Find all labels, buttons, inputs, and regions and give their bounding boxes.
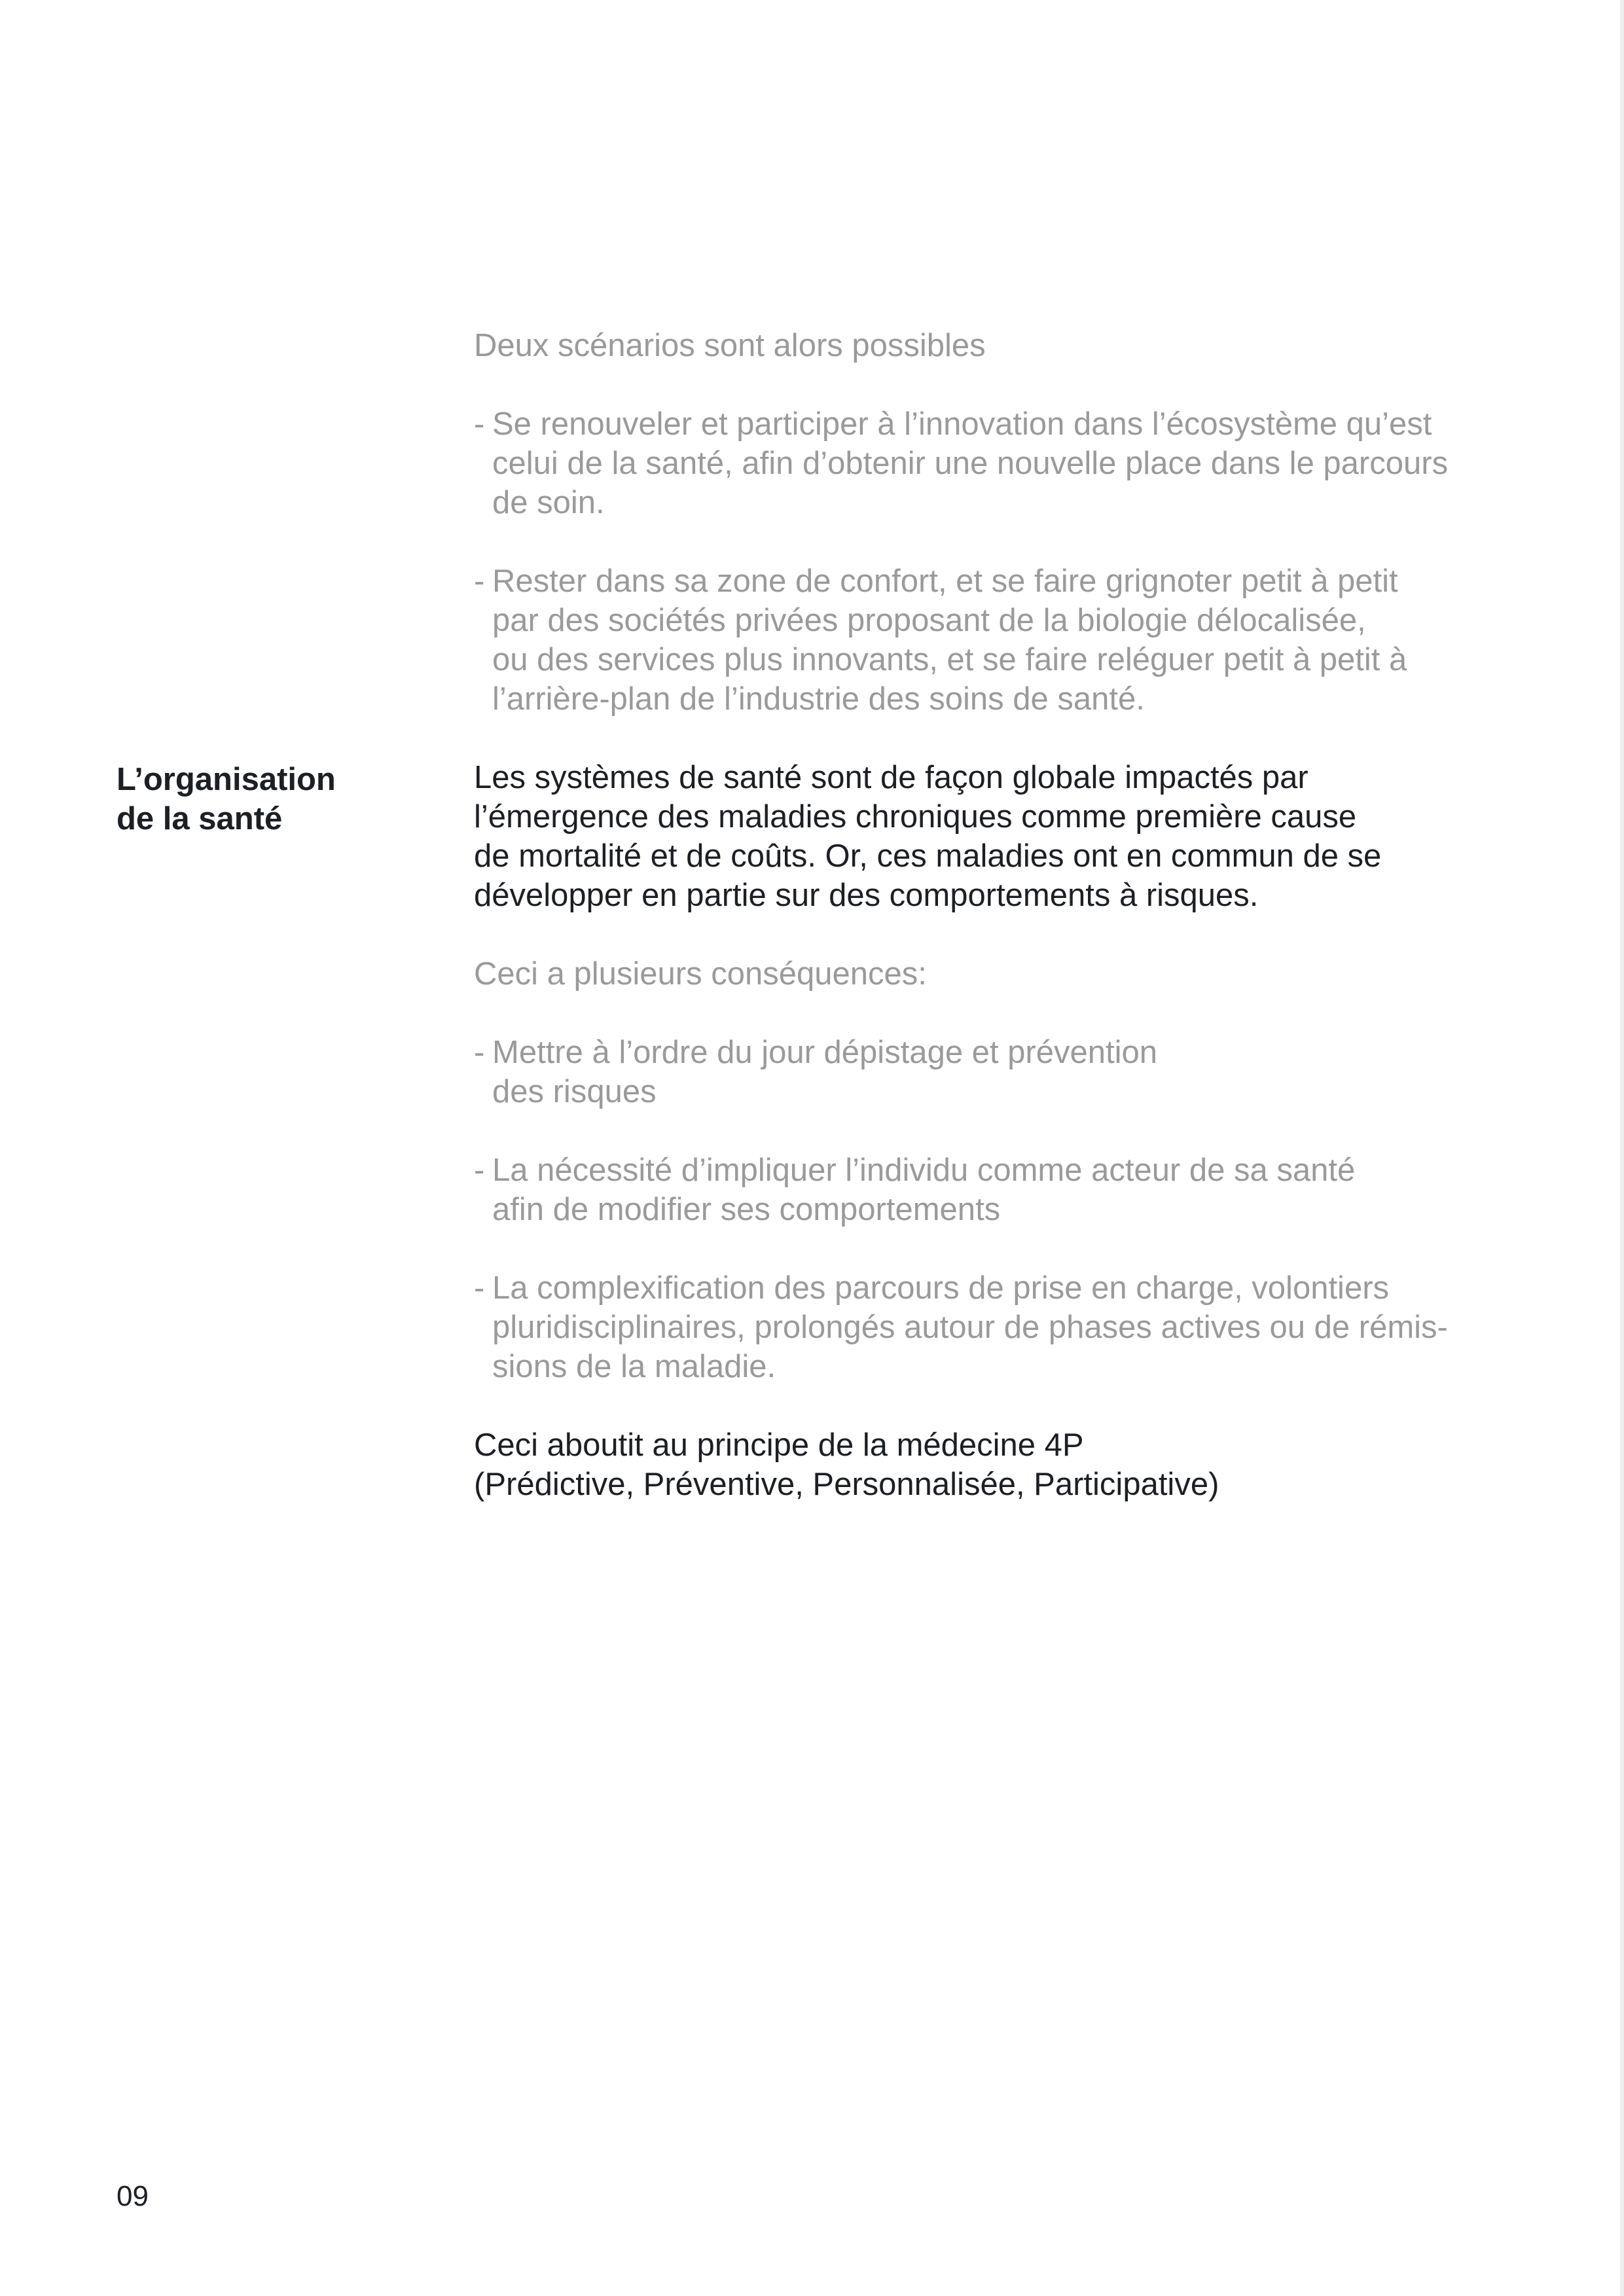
section-heading: L’organisation de la santé: [117, 762, 336, 836]
consequence-text: Mettre à l’ordre du jour dépistage et prévention des risques: [492, 1035, 1157, 1109]
list-marker: -: [474, 1270, 485, 1306]
intro-text: Deux scénarios sont alors possibles: [474, 328, 986, 363]
main-text-column: [474, 326, 1521, 1543]
list-marker: -: [474, 564, 485, 599]
scenario-text: Se renouveler et participer à l’innovation dans l’écosystème qu’est celui de la santé, afin d’obtenir une nouvelle place dans le parcours de soin.: [492, 406, 1449, 520]
page-number: 09: [117, 2180, 149, 2212]
consequences-intro: Ceci a plusieurs conséquences:: [474, 956, 927, 992]
page-edge: [1620, 0, 1624, 2296]
scenario-item: [474, 562, 1521, 719]
list-marker: -: [474, 406, 485, 442]
list-marker: -: [474, 1035, 485, 1070]
consequence-item: [474, 1033, 1521, 1111]
scenario-item: [474, 404, 1521, 522]
consequence-text: La complexification des parcours de prise en charge, volontiers pluridisciplinaires, prolongés autour de phases actives ou de rémis- sions de la maladie.: [492, 1270, 1448, 1384]
conclusion-text: Ceci aboutit au principe de la médecine 4P (Prédictive, Préventive, Personnalisée, Participative): [474, 1427, 1219, 1502]
body-paragraph: Les systèmes de santé sont de façon globale impactés par l’émergence des maladies chroniques comme première cause de mortalité et de coûts. Or, ces maladies ont en commun de se développer en partie sur des comportements à risques.: [474, 760, 1382, 913]
list-marker: -: [474, 1153, 485, 1188]
consequence-text: La nécessité d’impliquer l’individu comme acteur de sa santé afin de modifier ses comportements: [492, 1153, 1356, 1227]
consequence-item: [474, 1268, 1521, 1386]
consequence-item: [474, 1151, 1521, 1229]
scenario-text: Rester dans sa zone de confort, et se faire grignoter petit à petit par des sociétés privées proposant de la biologie délocalisée, ou des services plus innovants, et se faire reléguer petit à petit à l’arrière-plan de l’industrie des soins de santé.: [492, 564, 1407, 717]
